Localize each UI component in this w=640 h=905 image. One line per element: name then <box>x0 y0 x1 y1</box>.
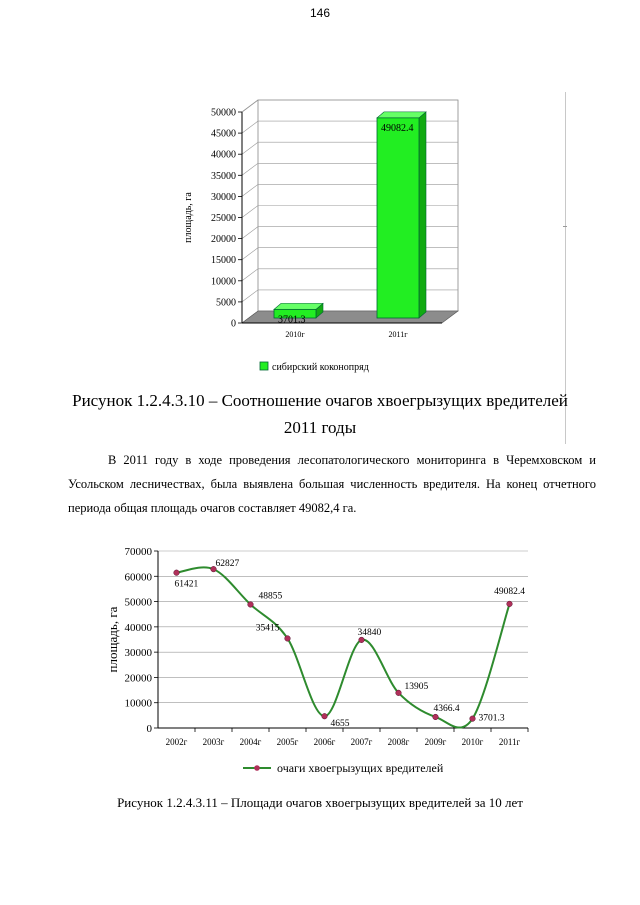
legend-swatch <box>260 362 268 370</box>
x-tick-label: 2003г <box>202 737 225 747</box>
legend-label: сибирский коконопряд <box>272 362 369 373</box>
bar <box>377 118 419 318</box>
data-point <box>470 716 476 722</box>
figure1-caption <box>0 387 640 441</box>
data-label: 4655 <box>330 719 350 730</box>
line-chart-svg <box>100 540 550 790</box>
data-point <box>396 690 402 696</box>
y-tick-label: 35000 <box>211 170 236 182</box>
bar-value-label: 49082.4 <box>381 122 414 134</box>
paragraph-text: В 2011 году в ходе проведения лесопатологического мониторинга в Черемховском и Усольском лесничествах, была выявлена большая численность вредителя. На конец отчетного периода общая площадь очагов составляет 49082,4 га. <box>68 453 596 515</box>
x-tick-label: 2010г <box>461 737 484 747</box>
y-axis-label: площадь, га <box>105 606 120 673</box>
y-tick-label: 40000 <box>211 149 236 161</box>
legend-label: очаги хвоегрызущих вредителей <box>277 761 444 775</box>
y-axis-label: площадь, га <box>183 192 194 243</box>
y-tick-label: 0 <box>231 318 236 330</box>
bar-value-label: 3701.3 <box>278 314 306 326</box>
figure1-caption-line2: 2011 годы <box>283 418 357 437</box>
data-label: 49082.4 <box>494 586 525 597</box>
x-tick-label: 2005г <box>276 737 299 747</box>
y-tick-label: 40000 <box>124 621 152 634</box>
x-tick-label: 2011г <box>388 330 408 339</box>
x-tick-label: 2011г <box>498 737 521 747</box>
data-point <box>285 636 291 642</box>
figure2-caption: Рисунок 1.2.4.3.11 – Площади очагов хвоегрызущих вредителей за 10 лет <box>117 795 523 810</box>
body-paragraph <box>68 448 596 520</box>
x-tick-label: 2004г <box>239 737 262 747</box>
x-tick-label: 2009г <box>424 737 447 747</box>
y-tick-label: 45000 <box>211 128 236 140</box>
x-tick-label: 2007г <box>350 737 373 747</box>
y-tick-label: 15000 <box>211 255 236 267</box>
y-tick-label: 50000 <box>211 107 236 119</box>
y-tick-label: 0 <box>146 723 152 735</box>
y-tick-label: 10000 <box>124 697 152 710</box>
data-point <box>322 713 328 719</box>
data-label: 62827 <box>215 559 240 570</box>
data-point <box>248 602 254 608</box>
data-label: 3701.3 <box>478 713 505 724</box>
x-tick-label: 2006г <box>313 737 336 747</box>
y-tick-label: 70000 <box>124 546 152 558</box>
y-tick-label: 5000 <box>216 297 236 309</box>
data-label: 48855 <box>258 591 283 602</box>
data-label: 4366.4 <box>433 703 460 714</box>
data-label: 61421 <box>174 579 199 590</box>
y-tick-label: 20000 <box>124 672 152 685</box>
bar-top <box>377 112 426 118</box>
bar-chart-svg <box>160 90 580 385</box>
y-tick-label: 10000 <box>211 276 236 288</box>
y-tick-label: 50000 <box>124 596 152 609</box>
data-label: 35415 <box>255 623 280 634</box>
line-chart-figure <box>100 540 550 790</box>
data-point <box>507 601 513 607</box>
data-label: 13905 <box>404 681 429 692</box>
legend-marker <box>254 765 260 771</box>
y-tick-label: 20000 <box>211 234 236 246</box>
data-point <box>359 637 365 643</box>
y-tick-label: 25000 <box>211 213 236 224</box>
data-point <box>174 570 180 576</box>
bar-side <box>419 112 426 318</box>
y-tick-label: 30000 <box>211 191 236 203</box>
bar-chart-figure <box>160 90 580 385</box>
x-tick-label: 2010г <box>285 330 305 339</box>
data-label: 34840 <box>357 627 382 638</box>
page-number: 146 <box>309 6 331 20</box>
x-tick-label: 2002г <box>165 737 188 747</box>
figure1-caption-line1: Рисунок 1.2.4.3.10 – Соотношение очагов хвоегрызущих вредителей <box>72 391 568 410</box>
bar-top <box>274 303 323 309</box>
x-tick-label: 2008г <box>387 737 410 747</box>
y-tick-label: 60000 <box>124 571 152 584</box>
y-tick-label: 30000 <box>124 647 152 660</box>
data-point <box>433 714 439 720</box>
